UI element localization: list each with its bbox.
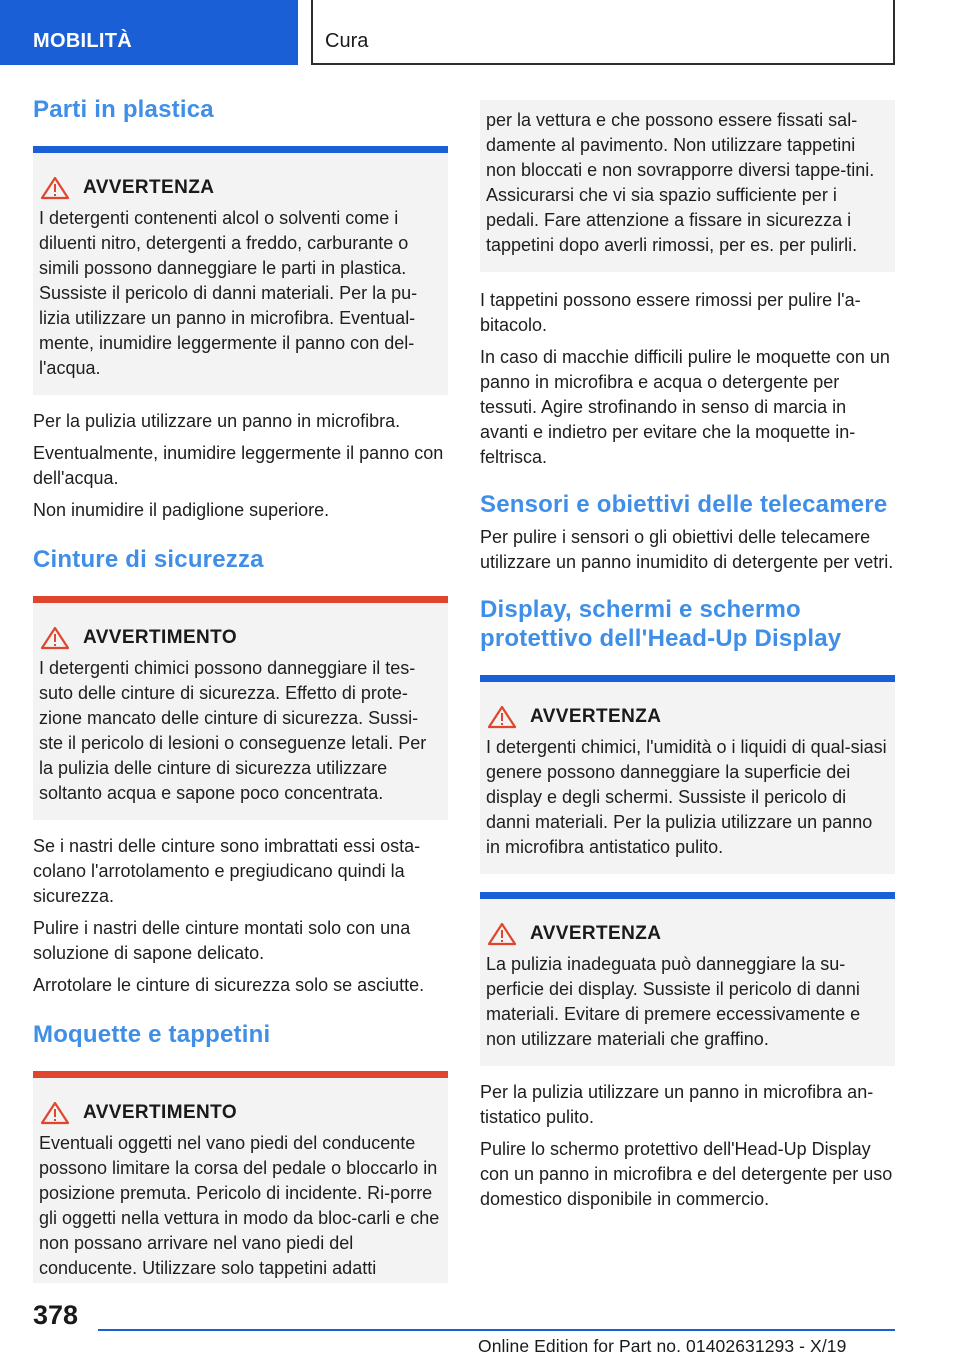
section-header: Cura	[311, 0, 895, 65]
warning-text: La pulizia inadeguata può danneggiare la su-perficie dei display. Sussiste il pericolo di danni materiali. Evitare di premere eccessivamente e non utilizzare materiali che graffino.	[486, 954, 861, 1049]
warning-box-displays-2	[480, 892, 895, 1066]
warning-title: AVVERTIMENTO	[83, 627, 237, 648]
warning-title: AVVERTIMENTO	[83, 1102, 237, 1123]
paragraph: Pulire lo schermo protettivo dell'Head-Up Display con un panno in microfibra e del detergente per uso domestico disponibile in commercio.	[480, 1139, 893, 1209]
warning-text: per la vettura e che possono essere fissati sal-damente al pavimento. Non utilizzare tappetini non bloccati e non sovrapporre diversi tappe-tini. Assicurarsi che vi sia spazio sufficiente per i pedali. Fare attenzione a fissare in sicurezza i tappetini dopo averli rimossi, per es. per pulirli.	[486, 110, 875, 255]
warning-text: I detergenti chimici possono danneggiare il tes-suto delle cinture di sicurezza. Effetto di prote-zione mancato delle cinture di sicurezza. Sussi-ste il pericolo di lesioni o conseguenze letali. Per la pulizia delle cinture di sicurezza utilizzare soltanto acqua e sapone poco concentrata.	[39, 658, 427, 803]
warning-box-displays-1	[480, 675, 895, 874]
warning-text: I detergenti chimici, l'umidità o i liquidi di qual-siasi genere possono danneggiare la superficie dei display e degli schermi. Sussiste il pericolo di danni materiali. Per la pulizia utilizzare un panno in microfibra antistatico pulito.	[486, 737, 887, 857]
right-column	[480, 100, 895, 1219]
paragraph: Per pulire i sensori o gli obiettivi delle telecamere utilizzare un panno inumidito di detergente per vetri.	[480, 527, 894, 572]
warning-title: AVVERTENZA	[83, 177, 215, 198]
warning-box-seat-belts	[33, 596, 448, 820]
heading-seat-belts: Cinture di sicurezza	[33, 546, 264, 573]
warning-box-plastic	[33, 146, 448, 395]
footer-edition: Online Edition for Part no. 01402631293 - X/19	[478, 1336, 847, 1356]
paragraph: Eventualmente, inumidire leggermente il panno con dell'acqua.	[33, 443, 444, 488]
heading-displays: Display, schermi e schermo protettivo dell'Head-Up Display	[480, 596, 842, 652]
heading-sensors-cameras: Sensori e obiettivi delle telecamere	[480, 491, 888, 518]
paragraph: Per la pulizia utilizzare un panno in microfibra.	[33, 411, 401, 431]
warning-text: I detergenti contenenti alcol o solventi come i diluenti nitro, detergenti a freddo, carburante o simili possono danneggiare le parti in plastica. Sussiste il pericolo di danni materiali. Per la pu-lizia utilizzare un panno in microfibra. Eventual-mente, inumidire leggermente il panno con del-l'acqua.	[39, 208, 418, 378]
paragraph: In caso di macchie difficili pulire le moquette con un panno in microfibra e acqua o detergente per tessuti. Agire strofinando in senso di marcia in avanti e indietro per evitare che la moquette in-feltrisca.	[480, 347, 890, 467]
warning-box-carpets-continued	[480, 100, 895, 272]
paragraph: Arrotolare le cinture di sicurezza solo se asciutte.	[33, 975, 425, 995]
paragraph: Per la pulizia utilizzare un panno in microfibra an-tistatico pulito.	[480, 1082, 874, 1127]
warning-triangle-icon	[39, 176, 71, 200]
page-number: 378	[33, 1300, 79, 1330]
paragraph: Pulire i nastri delle cinture montati solo con una soluzione di sapone delicato.	[33, 918, 411, 963]
warning-title: AVVERTENZA	[530, 923, 662, 944]
warning-text: Eventuali oggetti nel vano piedi del conducente possono limitare la corsa del pedale o bloccarlo in posizione premuta. Pericolo di incidente. Ri-porre gli oggetti nella vettura in modo da bloc-carli e che non possano arrivare nel vano piedi del conducente. Utilizzare solo tappetini adatti	[39, 1133, 440, 1278]
warning-box-carpets	[33, 1071, 448, 1283]
heading-carpets: Moquette e tappetini	[33, 1021, 271, 1048]
warning-triangle-icon	[39, 1101, 71, 1125]
paragraph: Non inumidire il padiglione superiore.	[33, 500, 330, 520]
warning-triangle-icon	[39, 626, 71, 650]
chapter-tab: MOBILITÀ	[0, 0, 298, 65]
paragraph: Se i nastri delle cinture sono imbrattati essi osta-colano l'arrotolamento e pregiudicano quindi la sicurezza.	[33, 836, 421, 906]
warning-title: AVVERTENZA	[530, 706, 662, 727]
left-column	[33, 95, 448, 1283]
footer-divider	[98, 1329, 895, 1331]
warning-triangle-icon	[486, 705, 518, 729]
paragraph: I tappetini possono essere rimossi per pulire l'a-bitacolo.	[480, 290, 861, 335]
warning-triangle-icon	[486, 922, 518, 946]
heading-plastic-parts: Parti in plastica	[33, 96, 214, 123]
